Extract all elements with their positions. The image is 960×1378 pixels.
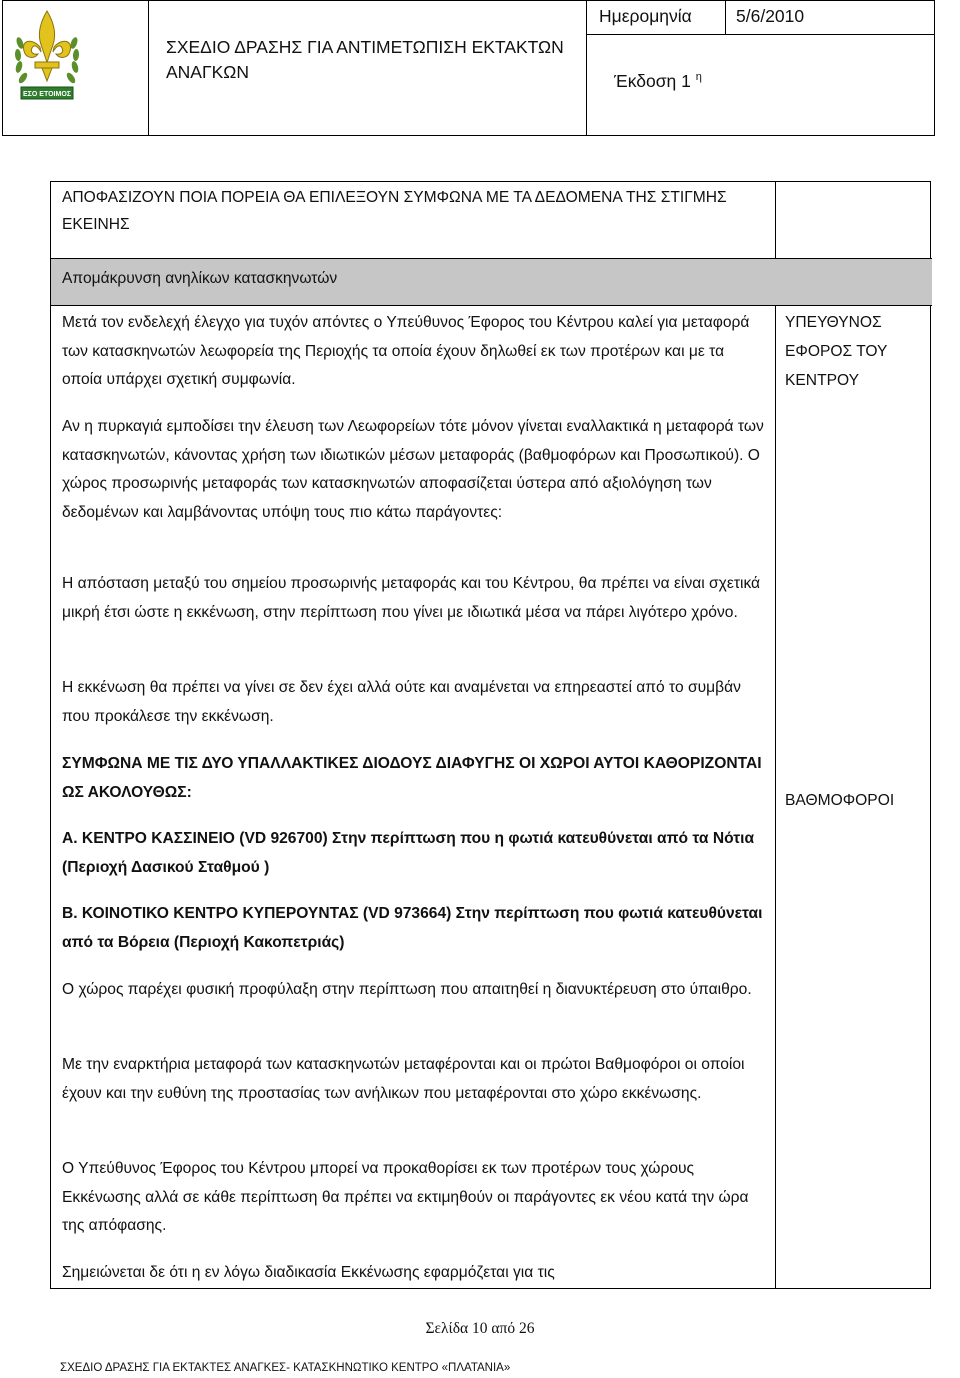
paragraph: Ο Υπεύθυνος Έφορος του Κέντρου μπορεί να προκαθορίσει εκ των προτέρων τους χώρους Εκκένωσης αλλά σε κάθε περίπτωση θα πρέπει να εκτιμηθούν οι παράγοντες εκ νέου κατά την ώρα της απόφασης. <box>62 1160 749 1235</box>
responsible-party: ΒΑΘΜΟΦΟΡΟΙ <box>785 792 895 809</box>
responsible-party: ΥΠΕΥΘΥΝΟΣ ΕΦΟΡΟΣ ΤΟΥ ΚΕΝΤΡΟΥ <box>785 314 888 389</box>
paragraph: Ο χώρος παρέχει φυσική προφύλαξη στην περίπτωση που απαιτηθεί η διανυκτέρευση στο ύπαιθρο. <box>62 981 752 998</box>
evacuation-option-a: Α. ΚΕΝΤΡΟ ΚΑΣΣΙΝΕΙΟ (VD 926700) Στην περίπτωση που η φωτιά κατευθύνεται από τα Νότια (Περιοχή Δασικού Σταθμού ) <box>62 830 755 876</box>
bold-heading: ΣΥΜΦΩΝΑ ΜΕ ΤΙΣ ΔΥΟ ΥΠΑΛΛΑΚΤΙΚΕΣ ΔΙΟΔΟΥΣ ΔΙΑΦΥΓΗΣ ΟΙ ΧΩΡΟΙ ΑΥΤΟΙ ΚΑΘΟΡΙΖΟΝΤΑΙ ΩΣ ΑΚΟΛΟΥΘΩΣ: <box>62 755 762 801</box>
scout-fleur-de-lis-logo <box>11 7 83 107</box>
page-footer: ΣΧΕΔΙΟ ΔΡΑΣΗΣ ΓΙΑ ΕΚΤΑΚΤΕΣ ΑΝΑΓΚΕΣ- ΚΑΤΑΣΚΗΝΩΤΙΚΟ ΚΕΝΤΡΟ «ΠΛΑΤΑΝΙΑ» <box>60 1362 511 1374</box>
logo-motto: ΕΣΟ ΕΤΟΙΜΟΣ <box>23 91 71 98</box>
paragraph: Η εκκένωση θα πρέπει να γίνει σε δεν έχει αλλά ούτε και αναμένεται να επηρεαστεί από το συμβάν που προκάλεσε την εκκένωση. <box>62 679 741 725</box>
version-label: Έκδοση 1 $^\eta$ <box>614 71 702 91</box>
header-title: ΣΧΕΔΙΟ ΔΡΑΣΗΣ ΓΙΑ ΑΝΤΙΜΕΤΩΠΙΣΗ ΕΚΤΑΚΤΩΝ ΑΝΑΓΚΩΝ <box>166 37 564 82</box>
decision-heading: ΑΠΟΦΑΣΙΖΟΥΝ ΠΟΙΑ ΠΟΡΕΙΑ ΘΑ ΕΠΙΛΕΞΟΥΝ ΣΥΜΦΩΝΑ ΜΕ ΤΑ ΔΕΔΟΜΕΝΑ ΤΗΣ ΣΤΙΓΜΗΣ ΕΚΕΙΝΗΣ <box>62 189 727 233</box>
paragraph: Μετά τον ενδελεχή έλεγχο για τυχόν απόντες ο Υπεύθυνος Έφορος του Κέντρου καλεί για μεταφορά των κατασκηνωτών λεωφορεία της Περιοχής τα οποία έχουν δηλωθεί εκ των προτέρων και με τα οποία υπάρχει σχετική συμφωνία. <box>62 314 750 389</box>
procedure-table <box>50 181 931 1289</box>
page-number: Σελίδα 10 από 26 <box>425 1320 535 1337</box>
header-divider <box>586 1 587 135</box>
header-divider <box>725 1 726 34</box>
header-divider <box>148 1 149 135</box>
evacuation-option-b: Β. ΚΟΙΝΟΤΙΚΟ ΚΕΝΤΡΟ ΚΥΠΕΡΟΥΝΤΑΣ (VD 973664) Στην περίπτωση που φωτιά κατευθύνεται από τα Βόρεια (Περιοχή Κακοπετριάς) <box>62 905 763 951</box>
column-divider <box>775 182 776 1288</box>
section-title: Απομάκρυνση ανηλίκων κατασκηνωτών <box>62 270 338 287</box>
document-header <box>2 0 935 136</box>
date-value: 5/6/2010 <box>736 6 805 26</box>
paragraph: Αν η πυρκαγιά εμποδίσει την έλευση των Λεωφορείων τότε μόνον γίνεται εναλλακτικά η μεταφορά των κατασκηνωτών, κάνοντας χρήση των ιδιωτικών μέσων μεταφοράς (βαθμοφόρων και Προσωπικού). Ο χώρος προσωρινής μεταφοράς των κατασκηνωτών αποφασίζεται ύστερα από αξιολόγηση των δεδομένων και λαμβάνοντας υπόψη τους πιο κάτω παράγοντες: <box>62 418 764 522</box>
header-divider <box>586 34 934 35</box>
date-label: Ημερομηνία <box>599 6 692 26</box>
paragraph: Σημειώνεται δε ότι η εν λόγω διαδικασία Εκκένωσης εφαρμόζεται για τις <box>62 1264 555 1281</box>
paragraph: Με την εναρκτήρια μεταφορά των κατασκηνωτών μεταφέρονται και οι πρώτοι Βαθμοφόροι οι οποίοι έχουν και την ευθύνη της προστασίας των ανήλικων που μεταφέρονται στο χώρο εκκένωσης. <box>62 1056 745 1102</box>
paragraph: Η απόσταση μεταξύ του σημείου προσωρινής μεταφοράς και του Κέντρου, θα πρέπει να είναι σχετικά μικρή έτσι ώστε η εκκένωση, στην περίπτωση που γίνει με ιδιωτικά μέσα να πάρει λιγότερο χρόνο. <box>62 575 761 621</box>
